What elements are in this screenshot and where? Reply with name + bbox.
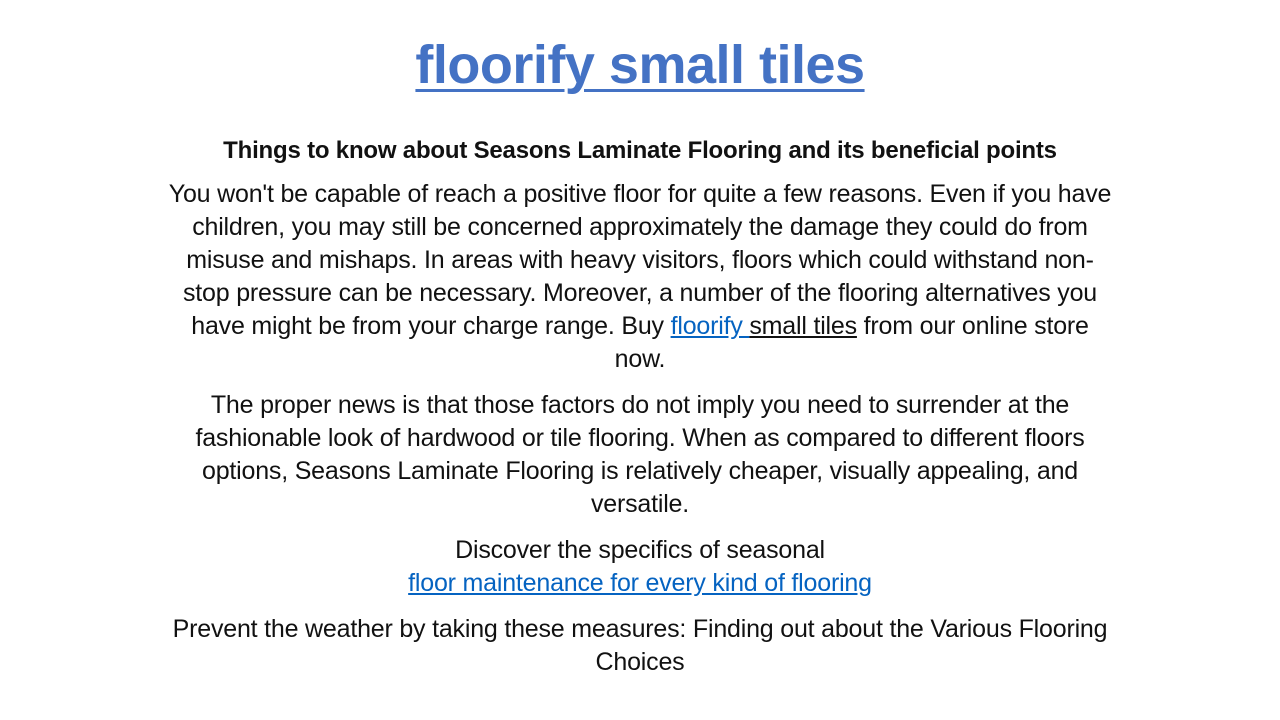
discover-text: Discover the specifics of seasonal: [455, 536, 825, 564]
paragraph-prevent: Prevent the weather by taking these measures: Finding out about the Various Flooring Choices: [172, 615, 1108, 676]
small-tiles-link[interactable]: small tiles: [749, 312, 857, 340]
title-link[interactable]: floorify small tiles: [415, 35, 865, 95]
paragraph-discover: [168, 534, 1112, 600]
intro-text-end: from our online store now.: [614, 312, 1089, 373]
paragraph-good-news: The proper news is that those factors do not imply you need to surrender at the fashionable look of hardwood or tile flooring. When as compared to different floors options, Seasons Laminate Flooring is relatively cheaper, visually appealing, and versatile.: [195, 391, 1085, 518]
floorify-link[interactable]: floorify: [670, 312, 750, 340]
paragraph-intro: [168, 178, 1112, 376]
intro-text: You won't be capable of reach a positive floor for quite a few reasons. Even if you have children, you may still be concerned approximately the damage they could do from misuse and mishaps. In areas with heavy visitors, floors which could withstand non-stop pressure can be necessary. Moreover, a number of the flooring alternatives you have might be from your charge range. Buy: [168, 180, 1112, 340]
subheading: Things to know about Seasons Laminate Flooring and its beneficial points: [223, 137, 1057, 164]
slide-body: [168, 134, 1112, 692]
page-title: [0, 30, 1280, 100]
floor-maintenance-link[interactable]: floor maintenance for every kind of flooring: [408, 569, 872, 597]
